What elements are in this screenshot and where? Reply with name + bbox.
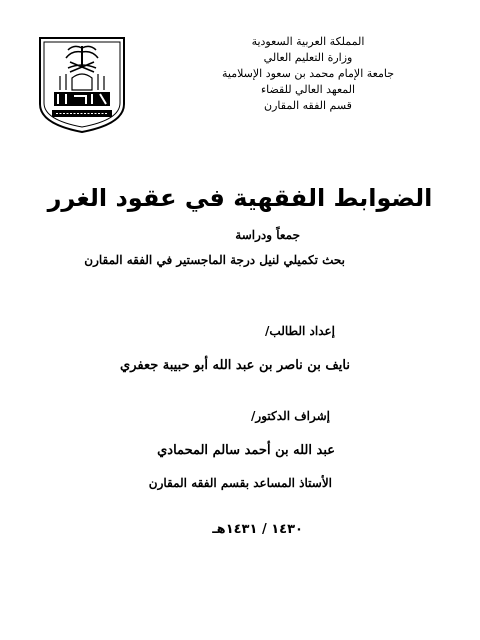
header-line-university: جامعة الإمام محمد بن سعود الإسلامية [222,67,394,80]
header-line-ministry: وزارة التعليم العالي [263,51,353,64]
university-seal-icon [36,32,128,134]
prepared-by-label: إعداد الطالب/ [265,324,335,338]
supervisor-position: الأستاذ المساعد بقسم الفقه المقارن [148,476,332,490]
thesis-title: الضوابط الفقهية في عقود الغرر [47,184,433,212]
supervisor-label: إشراف الدكتور/ [251,409,330,423]
header-line-department: قسم الفقه المقارن [264,99,352,112]
header-line-institute: المعهد العالي للقضاء [260,83,356,96]
institution-header [198,34,418,114]
student-name: نايف بن ناصر بن عبد الله أبو حبيبة جعفري [120,358,350,373]
thesis-subtitle: جمعاً ودراسة [235,228,300,242]
header-line-kingdom: المملكة العربية السعودية [251,35,365,48]
hijri-year: ١٤٣٠ / ١٤٣١هـ [212,522,303,537]
degree-note: بحث تكميلي لنيل درجة الماجستير في الفقه المقارن [84,253,345,267]
supervisor-name: عبد الله بن أحمد سالم المحمادي [157,443,335,458]
